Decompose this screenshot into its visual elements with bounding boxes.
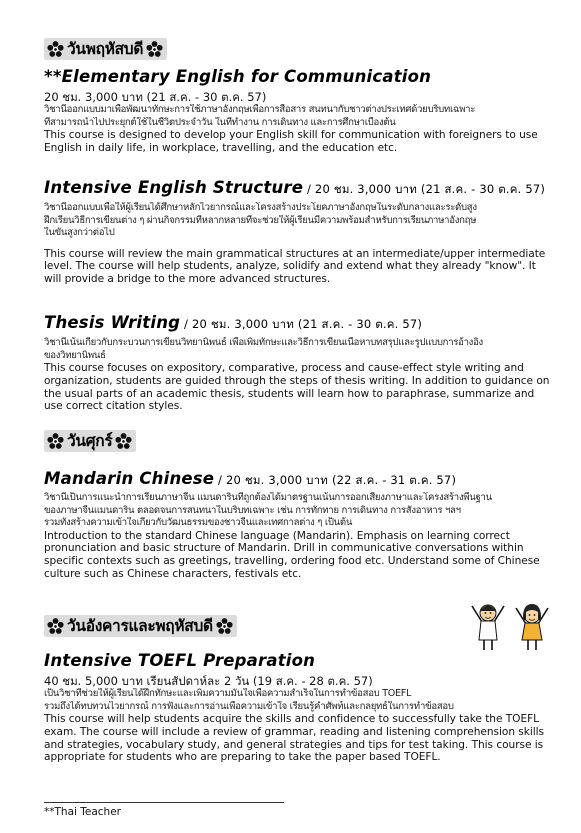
footnote-divider bbox=[44, 802, 284, 803]
course-intensive-english-structure bbox=[44, 178, 556, 286]
cheering-kids-illustration bbox=[468, 596, 558, 652]
day-header-friday bbox=[44, 430, 556, 454]
day-label: วันพฤหัสบดี bbox=[67, 40, 144, 58]
day-header-thursday bbox=[44, 38, 556, 62]
thai-description-line: รวมถึงได้ทบทวนไวยากรณ์ การฟังและการอ่านเพื่อความเข้าใจ เรียนรู้คำศัพท์และกลยุทธ์ในการทำข้อสอบ bbox=[44, 700, 454, 712]
day-label: วันอังคารและพฤหัสบดี bbox=[67, 617, 213, 635]
course-intensive-toefl bbox=[44, 651, 556, 764]
thai-description-line: วิชานี้เน้นเกี่ยวกับกระบวนการเขียนวิทยานิพนธ์ เพื่อเพิ่มทักษะและวิธีการเขียนเนื้อหาบทสรุปและรูปแบบการอ้างอิง bbox=[44, 337, 483, 348]
course-meta: 20 ชม. 3,000 บาท (21 ส.ค. - 30 ต.ค. 57) bbox=[44, 90, 267, 104]
thai-description-line: วิชานี้ออกแบบเพื่อให้ผู้เรียนได้ศึกษาหลักไวยากรณ์และโครงสร้างประโยคภาษาอังกฤษในระดับกลางและระดับสูง bbox=[44, 202, 477, 213]
day-label: วันศุกร์ bbox=[67, 432, 113, 450]
english-description: This course will help students acquire the skills and confidence to successfully take the TOEFL exam. The course will include a review of grammar, reading and listening comprehension skills and strategies, vocabulary study, and general strategies and tips for test taking. This course is appropriate for students who are preparing to take the paper based TOEFL. bbox=[44, 713, 545, 764]
flower-icon bbox=[115, 433, 132, 450]
flower-icon bbox=[146, 41, 163, 58]
thai-description-line: ในขั้นสูงกว่าต่อไป bbox=[44, 227, 115, 238]
flower-icon bbox=[216, 618, 233, 635]
course-meta: / 20 ชม. 3,000 บาท (22 ส.ค. - 31 ต.ค. 57) bbox=[214, 473, 457, 487]
course-elementary-english bbox=[44, 67, 556, 155]
course-meta: / 20 ชม. 3,000 บาท (21 ส.ค. - 30 ต.ค. 57) bbox=[180, 317, 423, 331]
thai-description-line: วิชานี้ออกแบบมาเพื่อพัฒนาทักษะการใช้ภาษาอังกฤษเพื่อการสื่อสาร สนทนากับชาวต่างประเทศด้วยบริบทเฉพาะ bbox=[44, 104, 476, 115]
flower-icon bbox=[47, 618, 64, 635]
thai-description-line: ของวิทยานิพนธ์ bbox=[44, 349, 106, 361]
thai-description-line: รวมทั้งสร้างความเข้าใจเกี่ยวกับวัฒนธรรมของชาวจีนและเทศกาลต่าง ๆ เป็นต้น bbox=[44, 517, 353, 528]
flower-icon bbox=[47, 41, 64, 58]
flower-icon bbox=[47, 433, 64, 450]
course-meta: / 20 ชม. 3,000 บาท (21 ส.ค. - 30 ต.ค. 57) bbox=[303, 182, 546, 196]
thai-description-line: ฝึกเรียนวิธีการเขียนต่าง ๆ ผ่านกิจกรรมที่หลากหลายที่จะช่วยให้ผู้เรียนมีความพร้อมสำหรับการเรียนภาษาอังกฤษ bbox=[44, 214, 477, 226]
thai-description-line: ของภาษาจีนแมนดาริน ตลอดจนการสนทนาในบริบทเฉพาะ เช่น การทักทาย การเดินทาง การสั่งอาหาร ฯลฯ bbox=[44, 504, 461, 516]
course-title: Intensive English Structure bbox=[44, 178, 304, 197]
thai-description-line: วิชานี้เป็นการแนะนำการเรียนภาษาจีน แมนดารินที่ถูกต้องได้มาตรฐานเน้นการออกเสียงภาษาและโครงสร้างพื้นฐาน bbox=[44, 492, 492, 503]
thai-description-line: ที่สามารถนำไปประยุกต์ใช้ในชีวิตประจำวัน ในที่ทำงาน การเดินทาง และการศึกษาเบื้องต้น bbox=[44, 116, 396, 128]
course-mandarin-chinese bbox=[44, 469, 556, 581]
english-description: This course focuses on expository, comparative, process and cause-effect style writing and organization, students are guided through the steps of thesis writing. In addition to guidance on the usual parts of an academic thesis, students will learn how to paraphrase, summarize and use correct citation styles. bbox=[44, 362, 550, 413]
footnote: **Thai Teacher bbox=[44, 806, 121, 818]
course-title: Intensive TOEFL Preparation bbox=[44, 651, 316, 670]
english-description: Introduction to the standard Chinese language (Mandarin). Emphasis on learning correct pronunciation and basic structure of Mandarin. Drill in communicative conversations within specific contexts such as greetings, travelling, ordering food etc. Understand some of Chinese culture such as Chinese characters, festivals etc. bbox=[44, 529, 540, 580]
course-meta: 40 ชม. 5,000 บาท เรียนสัปดาห์ละ 2 วัน (19 ส.ค. - 28 ต.ค. 57) bbox=[44, 674, 373, 688]
course-title: **Elementary English for Communication bbox=[44, 67, 432, 86]
thai-description-line: เป็นวิชาที่ช่วยให้ผู้เรียนได้ฝึกทักษะและเพิ่มความมั่นใจเพื่อความสำเร็จในการทำข้อสอบ TOEFL bbox=[44, 688, 412, 699]
course-thesis-writing bbox=[44, 313, 556, 413]
english-description: This course will review the main grammatical structures at an intermediate/upper intermediate level. The course will help students, analyze, solidify and extend what they already "know". It will provide a bridge to the more advanced structures. bbox=[44, 247, 546, 286]
english-description: This course is designed to develop your English skill for communication with foreigners to use English in daily life, in workplace, travelling, and the education etc. bbox=[44, 129, 538, 154]
course-title: Thesis Writing bbox=[44, 313, 181, 332]
course-title: Mandarin Chinese bbox=[44, 469, 215, 488]
